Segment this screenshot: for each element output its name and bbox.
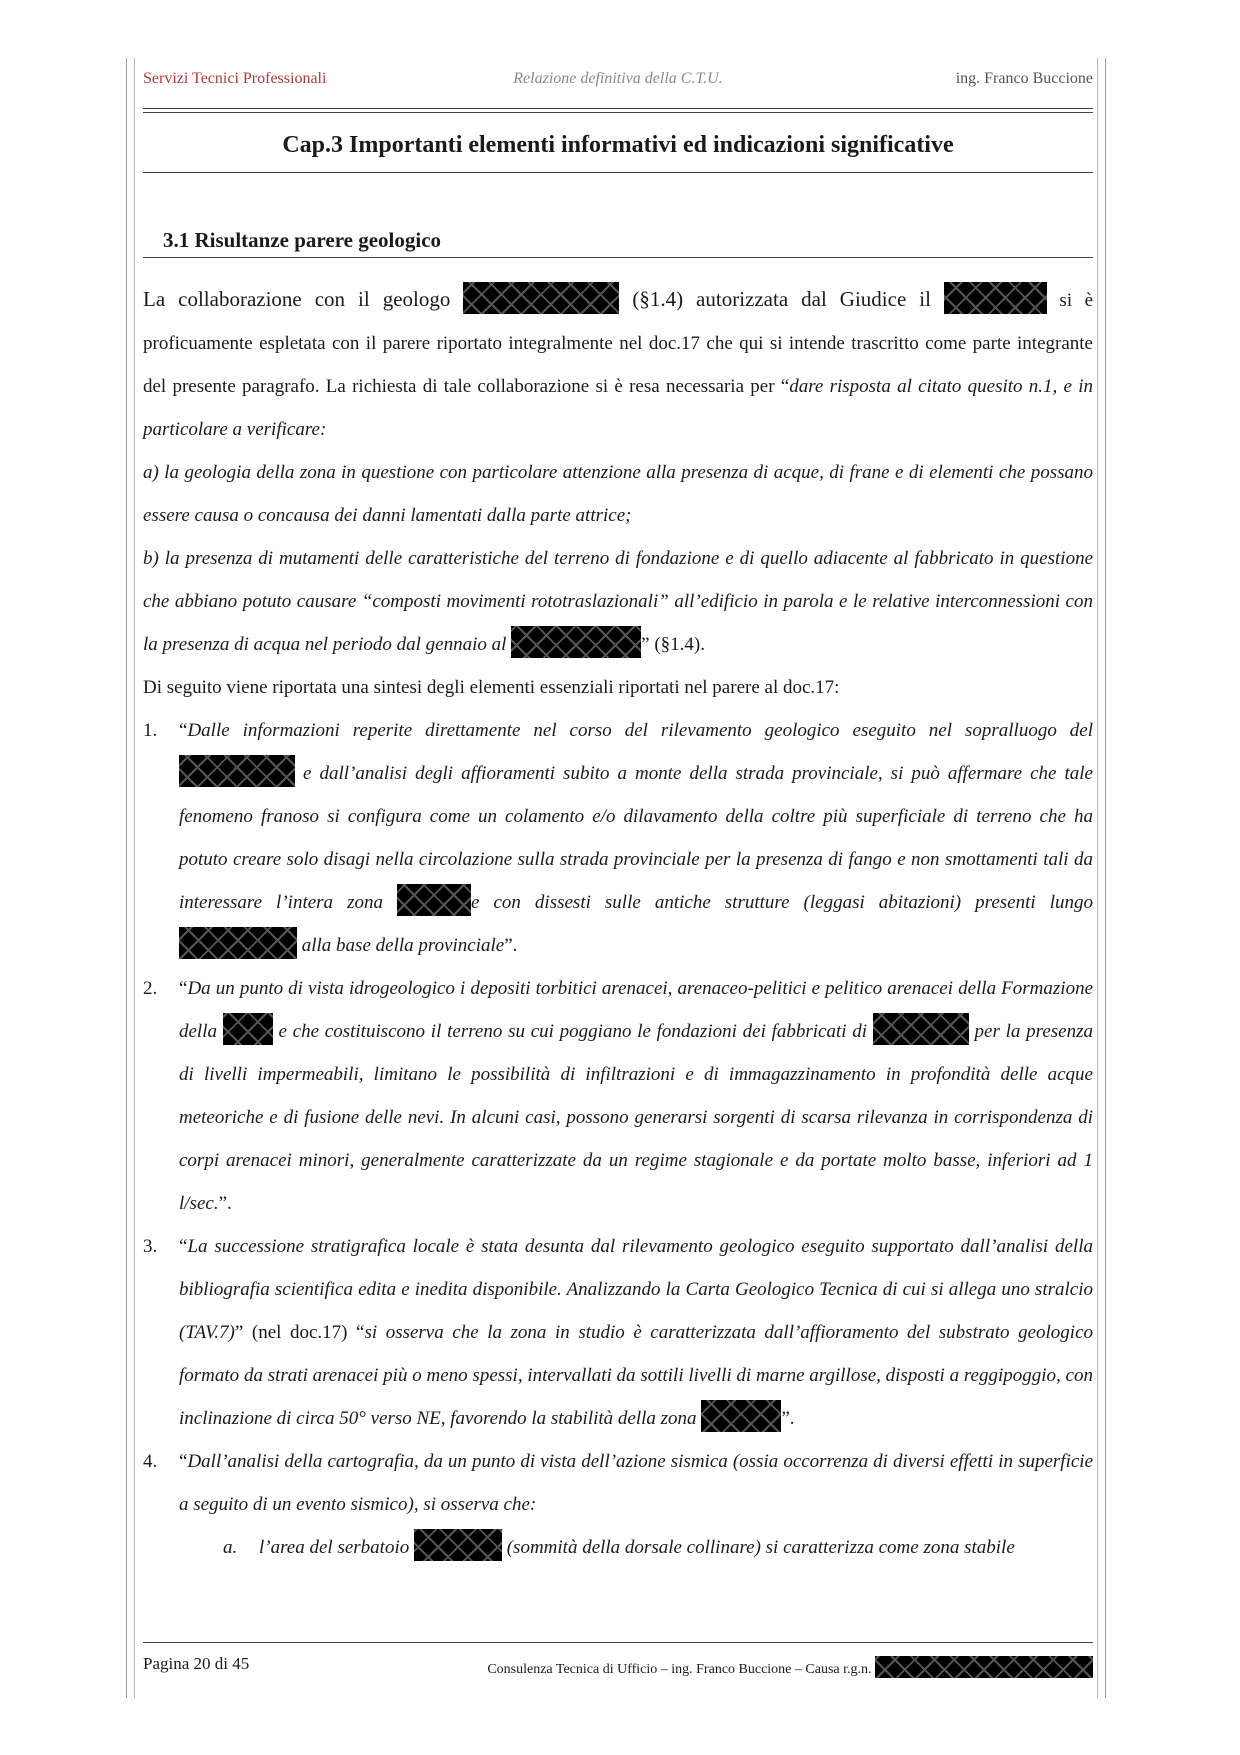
close-quote: ”. [504, 935, 518, 956]
redaction-block [223, 1013, 273, 1045]
redaction-block [944, 282, 1047, 314]
intro-text-a: La collaborazione con il geologo [143, 287, 464, 311]
list-item-text: Dall’analisi della cartografia, da un punto di vista dell’azione sismica (ossia occorrenza di diversi effetti in superficie a seguito di un evento sismico), si osserva che: [179, 1451, 1093, 1515]
redaction-block [179, 927, 297, 959]
open-quote: “ [179, 1236, 188, 1257]
sub-list-letter: a. [223, 1537, 238, 1558]
close-quote: ”. [218, 1193, 232, 1214]
header-center: Relazione definitiva della C.T.U. [513, 70, 723, 87]
list-item [143, 709, 1093, 967]
sub-list [143, 1526, 1093, 1569]
close-quote: ”. [781, 1408, 795, 1429]
redaction-block [179, 755, 295, 787]
redaction-block [873, 1013, 969, 1045]
list-number: 4. [143, 1451, 158, 1472]
footer-info [487, 1656, 1093, 1678]
section-rule [143, 257, 1093, 258]
header-left: Servizi Tecnici Professionali [143, 70, 327, 87]
list-item-text: alla base della provinciale [297, 935, 505, 956]
sub-list-text: (sommità della dorsale collinare) si caratterizza come zona stabile [501, 1537, 1015, 1558]
open-quote: “ [179, 978, 188, 999]
list-item [143, 1440, 1093, 1526]
section-title: 3.1 Risultanze parere geologico [163, 228, 442, 252]
page-header [143, 70, 1093, 94]
open-quote: “ [179, 720, 188, 741]
paragraph-intro [143, 278, 1093, 451]
paragraph-b [143, 537, 1093, 666]
list-item [143, 1225, 1093, 1440]
paragraph-b-text: b) la presenza di mutamenti delle caratteristiche del terreno di fondazione e di quello adiacente al fabbricato in questione che abbiano potuto causare “composti movimenti rototraslazionali” all’edificio in parola e le relative interconnessioni con la presenza di acqua nel periodo dal gennaio al [143, 548, 1093, 655]
redaction-block [511, 626, 641, 658]
body-text [143, 278, 1093, 1569]
list-item-text: Da un punto di vista idrogeologico i depositi torbitici arenacei, arenaceo-pelitici e pelitico arenacei della Formazione della [179, 978, 1093, 1042]
page-number: Pagina 20 di 45 [143, 1654, 250, 1673]
page-footer [143, 1654, 1093, 1684]
list-number: 1. [143, 720, 158, 741]
open-quote: “ [179, 1451, 188, 1472]
paragraph-a: a) la geologia della zona in questione con particolare attenzione alla presenza di acque, di frane e di elementi che possano essere causa o concausa dei danni lamentati dalla parte attrice; [143, 462, 1093, 526]
paragraph-summary: Di seguito viene riportata una sintesi degli elementi essenziali riportati nel parere al doc.17: [143, 677, 840, 698]
redaction-block [701, 1400, 781, 1432]
list-number: 3. [143, 1236, 158, 1257]
list-item-text: si osserva che la zona in studio è caratterizzata dall’affioramento del substrato geologico formato da strati arenacei più o meno spessi, intervallati da sottili livelli di marne argillose, disposti a reggipoggio, con inclinazione di circa 50° verso NE, favorendo la stabilità della zona [179, 1322, 1093, 1429]
paragraph-b-end: ” (§1.4). [641, 634, 706, 655]
list-number: 2. [143, 978, 158, 999]
list-item-text: e dall’analisi degli affioramenti subito a monte della strada provinciale, si può affermare che tale fenomeno franoso si configura come un colamento e/o dilavamento della coltre più superficiale di terreno che ha potuto creare solo disagi nella circolazione sulla strada provinciale per la presenza di fango e non smottamenti tali da interessare l’intera zona [179, 763, 1093, 913]
list-item-text: e che costituiscono il terreno su cui poggiano le fondazioni dei fabbricati di [272, 1021, 873, 1042]
redaction-block [463, 282, 619, 314]
findings-list [143, 709, 1093, 1526]
intro-text-b: (§1.4) autorizzata dal Giudice il [619, 287, 944, 311]
list-item-text: per la presenza di livelli impermeabili, limitano le possibilità di infiltrazioni e di immagazzinamento in profondità delle acque meteoriche e di fusione delle nevi. In alcuni casi, possono generarsi sorgenti di scarsa rilevanza in corrispondenza di corpi arenacei minori, generalmente caratterizzate da un regime stagionale e da portate molto basse, inferiori ad 1 l/sec. [179, 1021, 1093, 1214]
sub-list-item [223, 1526, 1093, 1569]
sub-list-text: l’area del serbatoio [259, 1537, 414, 1558]
header-rule [143, 108, 1093, 109]
list-item [143, 967, 1093, 1225]
intro-text-c: si è proficuamente espletata con il parere riportato integralmente nel doc.17 che qui si intende trascritto come parte integrante del presente paragrafo. La richiesta di tale collaborazione si è resa necessaria per “ [143, 290, 1094, 397]
footer-info-text: Consulenza Tecnica di Ufficio – ing. Franco Buccione – Causa r.g.n. [487, 1662, 875, 1677]
header-rule-2 [143, 112, 1093, 113]
redaction-block [875, 1656, 1093, 1678]
intro-text-d: dare risposta al citato quesito n.1, e in particolare a verificare: [143, 376, 1093, 440]
footer-rule [143, 1642, 1093, 1643]
redaction-block [397, 884, 471, 916]
chapter-rule [143, 172, 1093, 173]
list-item-text: ” (nel doc.17) “ [234, 1322, 365, 1343]
list-item-text: La successione stratigrafica locale è stata desunta dal rilevamento geologico eseguito supportato dall’analisi della bibliografia scientifica edita e inedita disponibile. Analizzando la Carta Geologico Tecnica di cui si allega uno stralcio (TAV.7) [179, 1236, 1093, 1343]
header-right: ing. Franco Buccione [955, 70, 1093, 87]
chapter-title: Cap.3 Importanti elementi informativi ed indicazioni significative [282, 132, 954, 158]
list-item-text: e con dissesti sulle antiche strutture (leggasi abitazioni) presenti lungo [471, 892, 1093, 913]
redaction-block [414, 1529, 502, 1561]
list-item-text: Dalle informazioni reperite direttamente nel corso del rilevamento geologico eseguito nel sopralluogo del [187, 720, 1093, 741]
